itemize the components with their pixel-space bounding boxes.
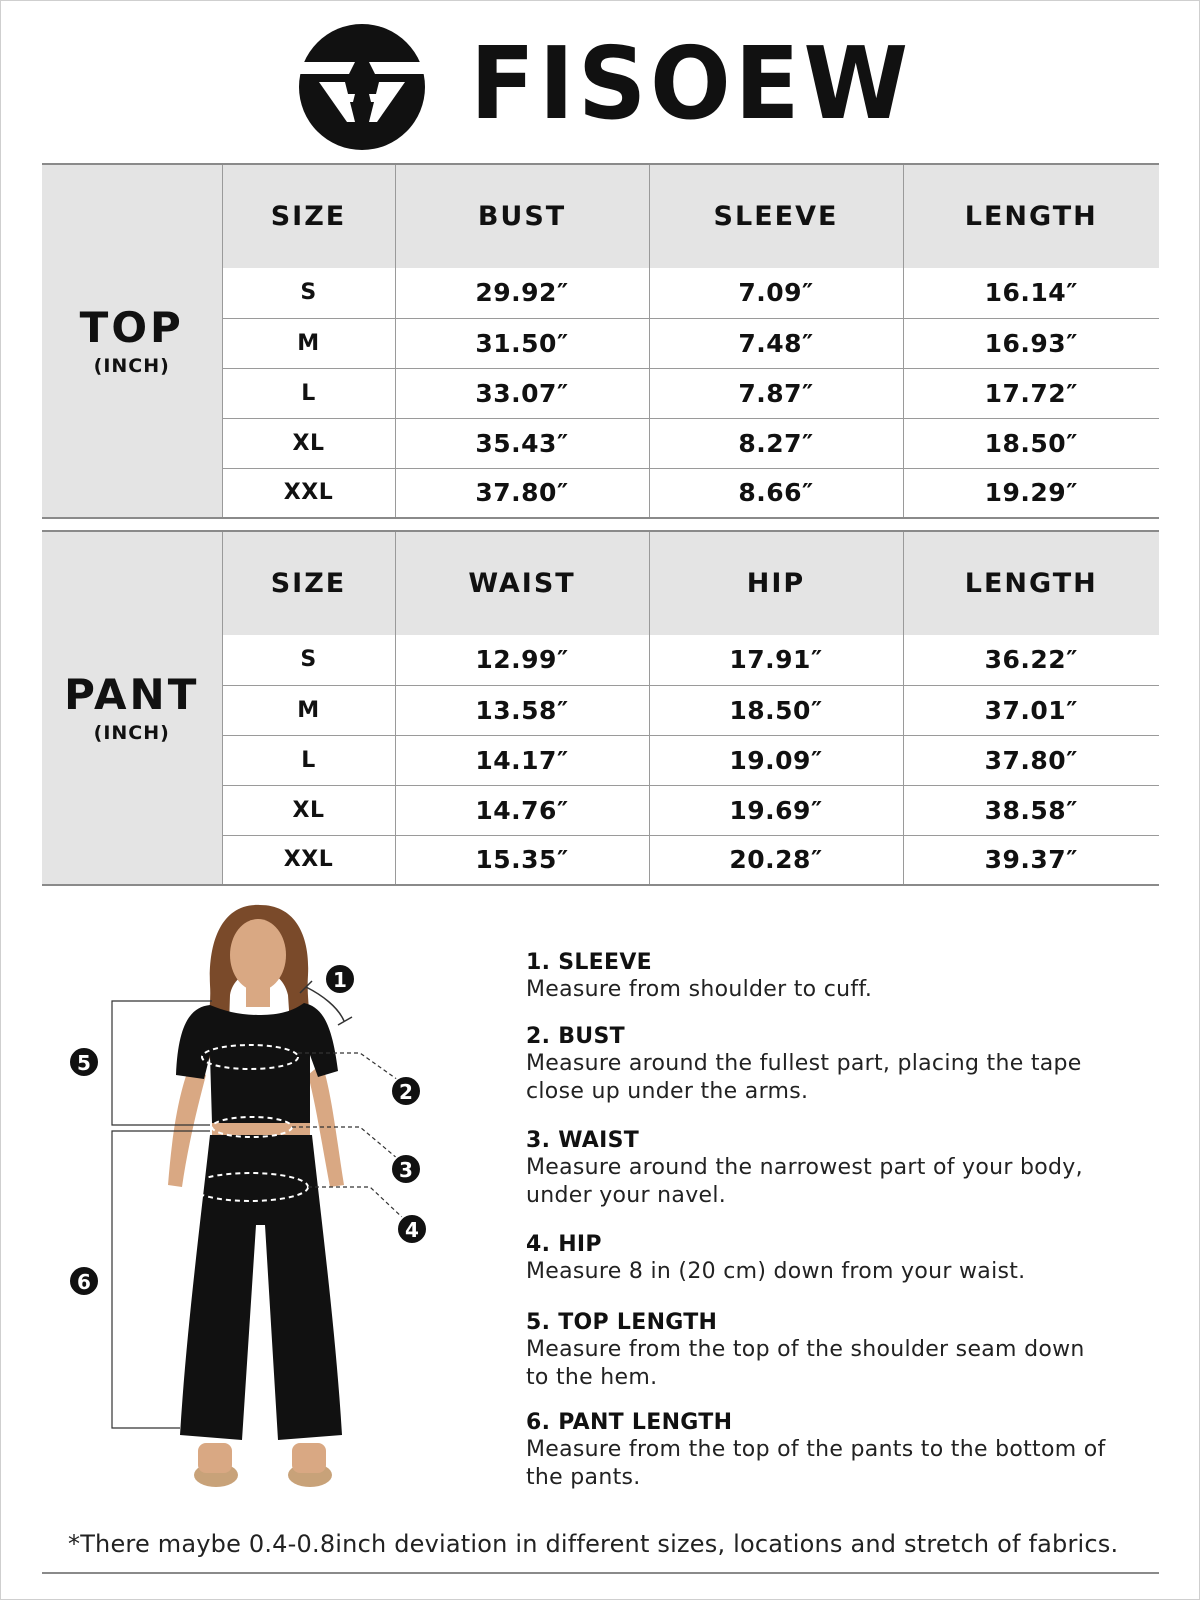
pant-section-label [42,531,222,885]
column-header-bust: BUST [395,164,649,268]
instruction-waist [526,1128,1146,1210]
size-cell: XXL [222,468,395,518]
sleeve-tick-2 [338,1017,352,1025]
length-cell: 17.72″ [903,368,1159,418]
hip-cell: 19.69″ [649,785,903,835]
instruction-title: 2. BUST [526,1024,625,1049]
instruction-desc: Measure from the top of the pants to the bottom of the pants. [526,1437,1106,1490]
top-section-unit: (INCH) [93,355,170,377]
size-cell: S [222,268,395,318]
measurement-figure [60,895,480,1525]
length-cell: 37.80″ [903,735,1159,785]
instruction-title: 1. SLEEVE [526,950,652,975]
hip-leader [308,1187,404,1219]
marker-5 [69,1047,99,1077]
waist-cell: 12.99″ [395,635,649,685]
instruction-desc: Measure around the fullest part, placing the tape close up under the arms. [526,1051,1082,1104]
bottom-divider [42,1572,1159,1574]
size-cell: XL [222,785,395,835]
size-cell: L [222,368,395,418]
marker-4 [397,1214,427,1244]
instruction-desc: Measure 8 in (20 cm) down from your waist. [526,1259,1026,1284]
sleeve-cell: 7.48″ [649,318,903,368]
hip-cell: 20.28″ [649,835,903,885]
instruction-desc: Measure from the top of the shoulder seam down to the hem. [526,1337,1085,1390]
column-header-length: LENGTH [903,164,1159,268]
model-right-foot [292,1443,326,1473]
marker-6 [69,1266,99,1296]
column-header-sleeve: SLEEVE [649,164,903,268]
sleeve-cell: 7.09″ [649,268,903,318]
marker-3-label: 3 [399,1158,413,1182]
bust-cell: 33.07″ [395,368,649,418]
bust-cell: 35.43″ [395,418,649,468]
length-cell: 19.29″ [903,468,1159,518]
length-cell: 36.22″ [903,635,1159,685]
header [0,18,1200,153]
marker-2-label: 2 [399,1080,413,1104]
size-cell: XL [222,418,395,468]
instruction-title: 6. PANT LENGTH [526,1410,733,1435]
fisoew-logo-icon [297,22,427,152]
instruction-title: 4. HIP [526,1232,602,1257]
sleeve-cell: 7.87″ [649,368,903,418]
waist-cell: 14.76″ [395,785,649,835]
marker-2 [391,1076,421,1106]
length-cell: 16.14″ [903,268,1159,318]
length-cell: 16.93″ [903,318,1159,368]
column-header-size: SIZE [222,164,395,268]
bust-cell: 37.80″ [395,468,649,518]
sleeve-cell: 8.66″ [649,468,903,518]
bust-cell: 31.50″ [395,318,649,368]
instruction-title: 5. TOP LENGTH [526,1310,718,1335]
instruction-top-length [526,1310,1146,1392]
deviation-note: *There maybe 0.4-0.8inch deviation in different sizes, locations and stretch of fabrics. [68,1530,1119,1558]
length-cell: 37.01″ [903,685,1159,735]
top-size-table [42,163,1159,519]
waist-cell: 15.35″ [395,835,649,885]
model-left-foot [198,1443,232,1473]
column-header-hip: HIP [649,531,903,635]
length-cell: 38.58″ [903,785,1159,835]
instruction-pant-length [526,1410,1146,1492]
instruction-sleeve [526,950,1146,1004]
length-cell: 39.37″ [903,835,1159,885]
marker-4-label: 4 [405,1218,419,1242]
model-top [176,1003,338,1123]
instruction-hip [526,1232,1146,1286]
instruction-desc: Measure from shoulder to cuff. [526,977,873,1002]
hip-cell: 17.91″ [649,635,903,685]
top-section-label [42,164,222,518]
column-header-size: SIZE [222,531,395,635]
pant-header-row [42,531,1159,635]
waist-cell: 14.17″ [395,735,649,785]
brand-name: FISOEW [470,25,912,142]
instruction-desc: Measure around the narrowest part of your body, under your navel. [526,1155,1083,1208]
bust-cell: 29.92″ [395,268,649,318]
model-left-arm [168,1065,206,1187]
pant-section-title: PANT [64,670,200,719]
top-section-title: TOP [79,303,184,352]
waist-cell: 13.58″ [395,685,649,735]
model-face [230,919,286,991]
top-header-row [42,164,1159,268]
size-cell: L [222,735,395,785]
marker-3 [391,1154,421,1184]
hip-cell: 18.50″ [649,685,903,735]
size-cell: M [222,318,395,368]
marker-1-label: 1 [333,968,347,992]
pant-section-unit: (INCH) [93,722,170,744]
marker-6-label: 6 [77,1270,91,1294]
model-pants [180,1135,342,1440]
size-cell: XXL [222,835,395,885]
size-cell: S [222,635,395,685]
length-cell: 18.50″ [903,418,1159,468]
hip-cell: 19.09″ [649,735,903,785]
marker-1 [325,964,355,994]
marker-5-label: 5 [77,1051,91,1075]
pant-size-table [42,530,1159,886]
column-header-length: LENGTH [903,531,1159,635]
sleeve-cell: 8.27″ [649,418,903,468]
size-cell: M [222,685,395,735]
model-neck [246,985,270,1007]
instruction-bust [526,1024,1146,1106]
instruction-title: 3. WAIST [526,1128,640,1153]
column-header-waist: WAIST [395,531,649,635]
